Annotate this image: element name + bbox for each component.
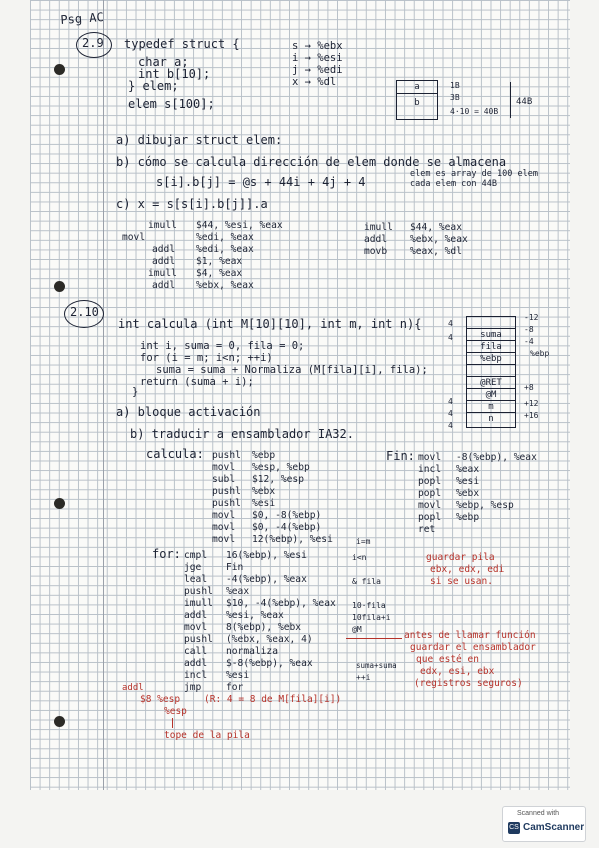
arrow [346, 638, 402, 639]
stack-cell: @M [467, 389, 515, 401]
asm-args: -8(%ebp), %eax [456, 452, 537, 463]
register-map: i → %esi [292, 52, 343, 64]
asm-op: pushl [212, 486, 241, 497]
note: elem es array de 100 elem [410, 169, 538, 179]
label-fin: Fin: [386, 449, 415, 463]
code-line: elem s[100]; [128, 97, 215, 111]
asm-args: %ebx, %eax [410, 234, 468, 245]
asm-args: 12(%ebp), %esi [252, 534, 333, 545]
asm-op: imull [184, 598, 213, 609]
register-map: j → %edi [292, 64, 343, 76]
asm-comment: & fila [352, 577, 381, 586]
asm-op: pushl [184, 634, 213, 645]
register-map: s → %ebx [292, 40, 343, 52]
asm-args: $44, %esi, %eax [196, 220, 283, 231]
asm-op: pushl [212, 498, 241, 509]
stack-cell: n [488, 414, 494, 424]
stack-width: 4 [448, 397, 453, 406]
stack-width: 4 [448, 319, 453, 328]
stack-width: 4 [448, 421, 453, 430]
asm-op: imull [364, 222, 393, 233]
asm-args: 16(%ebp), %esi [226, 550, 307, 561]
binder-hole [54, 498, 65, 509]
binder-hole [54, 281, 65, 292]
struct-layout-diagram [396, 80, 438, 120]
asm-args: %eax, %dl [410, 246, 462, 257]
asm-op: imull [148, 268, 177, 279]
asm-args: 8(%ebp), %ebx [226, 622, 302, 633]
annotation-red: edx, esi, ebx [420, 666, 495, 677]
camscanner-logo-icon: CS [508, 822, 520, 834]
stack-width: 4 [448, 409, 453, 418]
question-a: a) dibujar struct elem: [116, 133, 283, 147]
asm-args: (%ebx, %eax, 4) [226, 634, 313, 645]
asm-comment: i=m [356, 537, 371, 546]
annotation-red: (registros seguros) [414, 678, 523, 689]
code-line: for (i = m; i<n; ++i) [140, 352, 273, 364]
code-line: typedef struct { [124, 37, 240, 51]
stack-offset: %ebp [530, 349, 550, 358]
asm-args: $0, -8(%ebp) [252, 510, 322, 521]
asm-op: addl [184, 658, 208, 669]
bracket [510, 82, 511, 118]
asm-op: jmp [184, 682, 202, 693]
asm-op: addl [152, 244, 176, 255]
asm-args: %ebp, %esp [456, 500, 514, 511]
asm-comment: 10·fila [352, 601, 386, 610]
address-formula: s[i].b[j] = @s + 44i + 4j + 4 [156, 175, 366, 189]
asm-op: movl [122, 232, 146, 243]
asm-op: cmpl [184, 550, 208, 561]
page-label: Psg AC [59, 9, 105, 27]
margin-line [103, 0, 104, 790]
asm-args: $-8(%ebp), %eax [226, 658, 313, 669]
stack-offset: +12 [524, 399, 539, 408]
asm-args: %ebx [456, 488, 480, 499]
struct-cell: a [397, 81, 437, 94]
asm-args: %edi, %eax [196, 244, 254, 255]
question-b: b) traducir a ensamblador IA32. [130, 427, 354, 441]
annotation-red: ebx, edx, edi [430, 564, 505, 575]
annotation-red: addl [122, 683, 144, 693]
asm-op: movl [212, 462, 236, 473]
stack-cell: @RET [467, 377, 515, 389]
asm-args: normaliza [226, 646, 278, 657]
asm-args: -4(%ebp), %eax [226, 574, 307, 585]
asm-args: %eax [456, 464, 480, 475]
annotation-red: guardar el ensamblador [410, 642, 536, 653]
asm-args: %ebx [252, 486, 276, 497]
asm-args: for [226, 682, 244, 693]
stack-cell: %ebp [467, 353, 515, 365]
scanner-watermark [502, 806, 586, 842]
asm-op: ret [418, 524, 436, 535]
asm-op: incl [418, 464, 442, 475]
asm-args: $0, -4(%ebp) [252, 522, 322, 533]
exercise-number: 2.9 [82, 36, 104, 50]
binder-hole [54, 716, 65, 727]
register-map: x → %dl [292, 76, 337, 88]
stack-offset: +8 [524, 383, 534, 392]
code-line: int i, suma = 0, fila = 0; [140, 340, 305, 352]
asm-args: %eax [226, 586, 250, 597]
label-calcula: calcula: [146, 447, 204, 461]
asm-op: movl [212, 534, 236, 545]
asm-args: %esi [226, 670, 250, 681]
annotation-red: tope de la pila [164, 730, 250, 741]
struct-offset: 1B [450, 81, 460, 90]
asm-comment: i<n [352, 553, 367, 562]
annotation-red: $8 %esp [140, 694, 181, 705]
code-line: } [132, 386, 139, 398]
asm-args: %ebp [252, 450, 276, 461]
code-line: int b[10]; [138, 67, 211, 81]
asm-op: addl [152, 256, 176, 267]
struct-offset: 3B [450, 93, 460, 102]
asm-comment: ++i [356, 673, 371, 682]
stack-cell: m [467, 401, 515, 413]
stack-offset: -4 [524, 337, 534, 346]
asm-comment: @M [352, 625, 362, 634]
asm-args: $4, %eax [196, 268, 243, 279]
asm-op: movl [418, 452, 442, 463]
asm-op: addl [184, 610, 208, 621]
asm-op: call [184, 646, 208, 657]
struct-total-size: 44B [516, 97, 533, 107]
asm-args: %ebx, %eax [196, 280, 254, 291]
function-signature: int calcula (int M[10][10], int m, int n){ [118, 317, 422, 331]
activation-record-diagram [466, 316, 516, 428]
struct-offset: 4·10 = 40B [450, 107, 499, 116]
asm-op: movl [212, 522, 236, 533]
asm-args: $12, %esp [252, 474, 304, 485]
asm-args: $1, %eax [196, 256, 243, 267]
annotation-red: (R: 4 = 8 de M[fila][i]) [204, 694, 342, 705]
asm-op: addl [152, 280, 176, 291]
code-line: char a; [138, 55, 189, 69]
binder-hole [54, 64, 65, 75]
asm-op: imull [148, 220, 177, 231]
asm-args: %esp, %ebp [252, 462, 310, 473]
note: cada elem con 44B [410, 179, 497, 189]
annotation-red: si se usan. [430, 576, 493, 587]
asm-op: pushl [184, 586, 213, 597]
asm-op: jge [184, 562, 202, 573]
asm-op: pushl [212, 450, 241, 461]
arrow [172, 718, 173, 728]
asm-op: movl [212, 510, 236, 521]
exercise-number: 2.10 [70, 305, 99, 319]
stack-cell: suma [467, 329, 515, 341]
code-line: } elem; [128, 79, 179, 93]
asm-args: $44, %eax [410, 222, 462, 233]
asm-args: $10, -4(%ebp), %eax [226, 598, 336, 609]
scanner-caption: Scanned with [517, 810, 560, 817]
annotation-red: que esté en [416, 654, 479, 665]
asm-op: movl [418, 500, 442, 511]
asm-comment: 10fila+i [352, 613, 391, 622]
asm-op: popl [418, 488, 442, 499]
asm-op: addl [364, 234, 388, 245]
asm-args: %esi [456, 476, 480, 487]
asm-args: %edi, %eax [196, 232, 254, 243]
asm-comment: suma+suma [356, 661, 397, 670]
asm-args: %esi, %eax [226, 610, 284, 621]
stack-offset: -12 [524, 313, 539, 322]
question-c: c) x = s[s[i].b[j]].a [116, 197, 268, 211]
asm-args: %esi [252, 498, 276, 509]
scanner-brand: CamScanner [523, 822, 585, 833]
code-line: return (suma + i); [140, 376, 254, 388]
stack-offset: -8 [524, 325, 534, 334]
code-line: suma = suma + Normaliza (M[fila][i], fila); [156, 364, 428, 376]
asm-args: %ebp [456, 512, 480, 523]
asm-op: popl [418, 512, 442, 523]
stack-cell: fila [467, 341, 515, 353]
asm-op: movl [184, 622, 208, 633]
asm-op: movb [364, 246, 388, 257]
question-b: b) cómo se calcula dirección de elem donde se almacena [116, 155, 507, 169]
stack-cell [467, 317, 515, 329]
annotation-red: antes de llamar función [404, 630, 536, 641]
annotation-red: guardar pila [426, 552, 495, 563]
asm-op: subl [212, 474, 236, 485]
stack-offset: +16 [524, 411, 539, 420]
stack-cell [467, 365, 515, 377]
annotation-red: %esp [164, 706, 187, 717]
asm-args: Fin [226, 562, 244, 573]
question-a: a) bloque activación [116, 405, 261, 419]
struct-cell: b [414, 98, 420, 108]
stack-width: 4 [448, 333, 453, 342]
asm-op: leal [184, 574, 208, 585]
asm-op: popl [418, 476, 442, 487]
asm-op: incl [184, 670, 208, 681]
label-for: for: [152, 547, 181, 561]
